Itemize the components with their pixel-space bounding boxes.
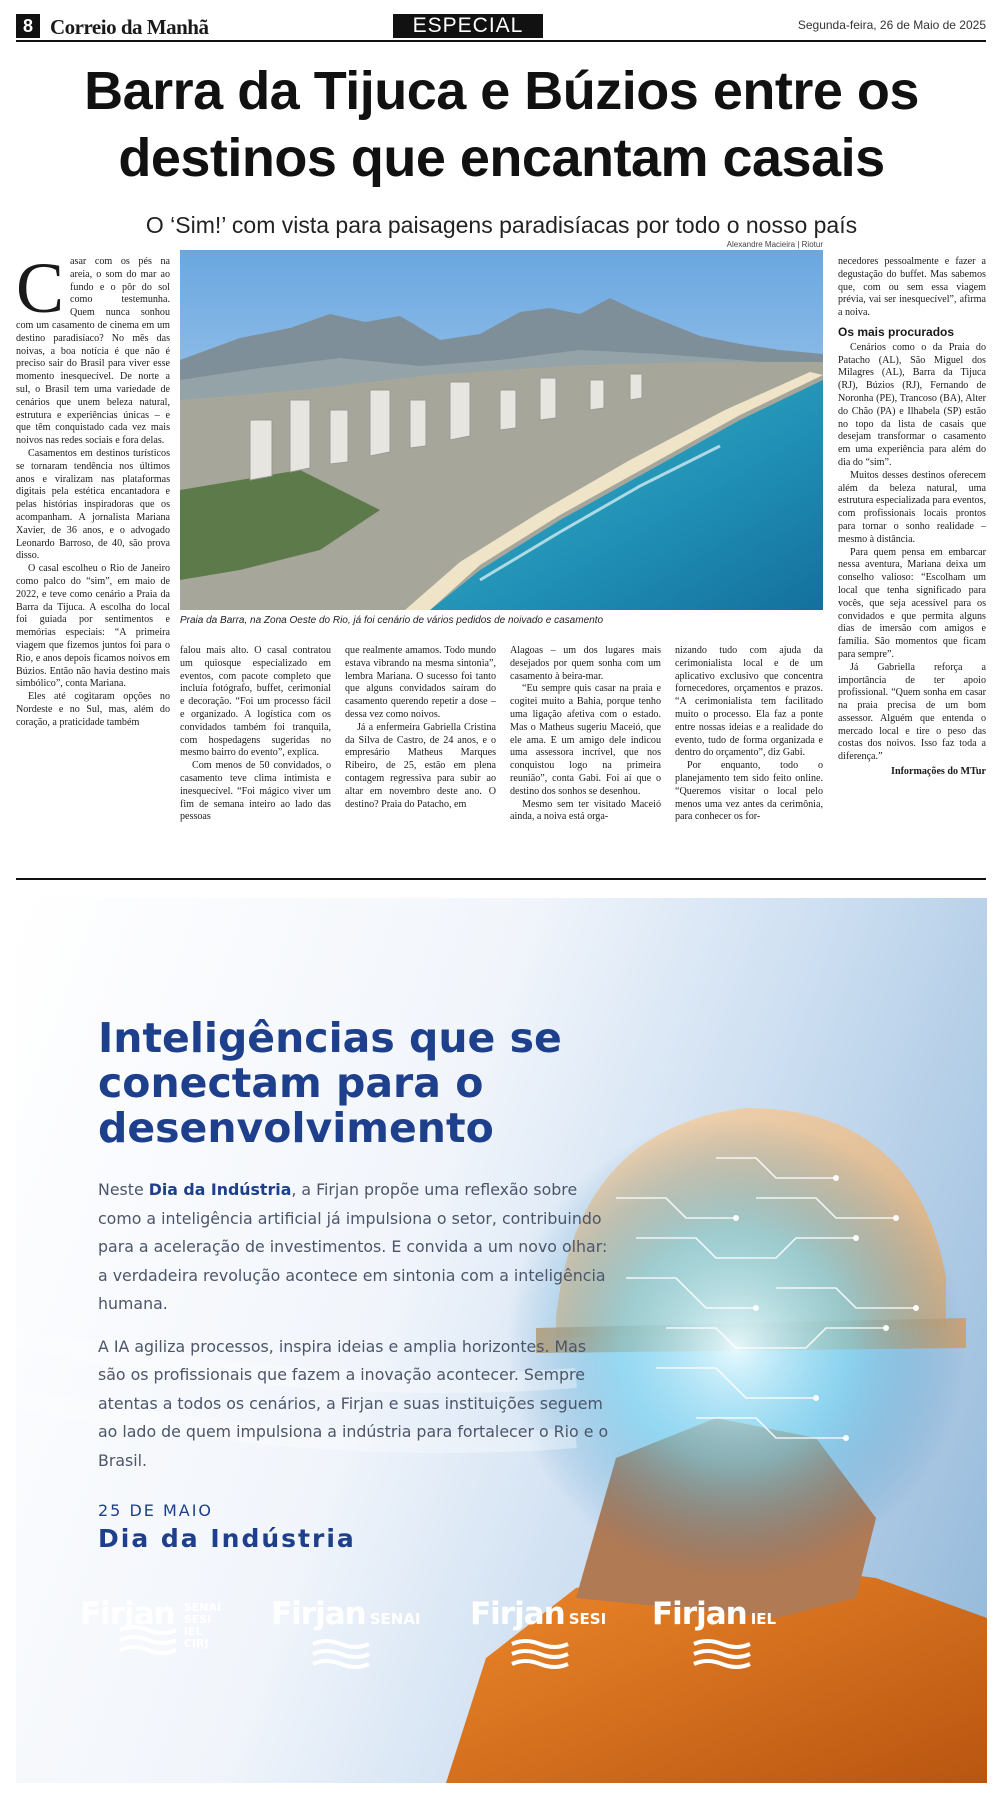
- issue-date: Segunda-feira, 26 de Maio de 2025: [797, 18, 986, 32]
- logo-label: SENAI: [369, 1610, 421, 1628]
- firjan-senai-logo: [271, 1596, 421, 1672]
- logo-wordmark: Firjan: [470, 1596, 565, 1632]
- logo-label: IEL: [750, 1610, 777, 1628]
- ad-text: Neste: [98, 1180, 149, 1199]
- article-column-3: [345, 645, 496, 811]
- ad-text-bold: Dia da Indústria: [148, 1180, 292, 1199]
- drop-cap: C: [16, 248, 65, 328]
- logo-wordmark: Firjan: [271, 1596, 366, 1632]
- page-header: [16, 14, 986, 42]
- waves-icon: [510, 1636, 570, 1672]
- page-number: 8: [16, 14, 40, 38]
- paragraph: [16, 248, 170, 448]
- subheading: Os mais procurados: [838, 324, 955, 339]
- headline: Barra da Tijuca e Búzios entre os destinos que encantam casais: [84, 61, 919, 188]
- ad-paragraph: [98, 1176, 618, 1319]
- article-signature: Informações do MTur: [891, 766, 986, 778]
- article-column-1: [16, 248, 170, 729]
- paragraph: falou mais alto. O casal contratou um quiosque especializado em eventos, com pacote completo que incluía fotógrafo, buffet, cerimonial e decoração. “Foi um processo fácil e organizado. A logística com os convidados também foi tranquila, com hospedagens sugeridas no mesmo bairro do evento”, explica.: [180, 645, 331, 759]
- article-column-2: [180, 645, 331, 824]
- logo-stack-item: IEL: [183, 1625, 203, 1638]
- paragraph: Para quem pensa em embarcar nessa aventura, Mariana deixa um conselho valioso: “Escolham um local que tenha significado para vocês, que seja acessível para os convidados e que permita alguns dias de imersão com amigos e família. São momentos que ficam para sempre”.: [838, 546, 986, 660]
- photo-caption: Praia da Barra, na Zona Oeste do Rio, já foi cenário de vários pedidos de noivado e casamento: [180, 615, 604, 626]
- paragraph: nizando tudo com ajuda da cerimonialista local e de um aplicativo exclusivo que concentra fornecedores, orçamentos e prazos. “A cerimonialista tem facilitado muito o processo. Ela faz a ponte entre nossas ideias e a realidade do evento, tudo de forma organizada e dentro do orçamento”, diz Gabi.: [675, 645, 823, 759]
- publication-name: Correio da Manhã: [50, 15, 209, 39]
- paragraph: Com menos de 50 convidados, o casamento teve clima intimista e inesquecível. “Foi mágico viver um fim de semana inteiro ao lado das pessoas: [180, 760, 331, 823]
- ad-title: Inteligências que se conectam para o desenvolvimento: [98, 1014, 562, 1152]
- paragraph: que realmente amamos. Todo mundo estava vibrando na mesma sintonia”, lembra Mariana. O sucesso foi tanto que alguns convidados saíram do casamento querendo repetir a dose – dessa vez como noivos.: [345, 645, 496, 720]
- logo-wordmark: Firjan: [652, 1596, 747, 1632]
- waves-icon: [311, 1636, 371, 1672]
- logo-stack-item: CIRJ: [183, 1637, 209, 1650]
- firjan-iel-logo: [652, 1596, 776, 1672]
- logo-stack-item: SENAI: [183, 1601, 222, 1614]
- waves-icon: [692, 1636, 752, 1672]
- ad-body: [98, 1176, 618, 1489]
- article-column-5: [675, 645, 823, 824]
- logo-stack-item: SESI: [183, 1613, 212, 1626]
- article-column-6: [838, 256, 986, 779]
- ad-text: , a Firjan propõe uma reflexão sobre como a inteligência artificial já impulsiona o setor, contribuindo para a aceleração de investimentos. E convida a um novo olhar: a verdadeira revolução acontece em sintonia com a inteligência humana.: [98, 1180, 608, 1313]
- beach-illustration: [180, 250, 823, 610]
- paragraph: Casamentos em destinos turísticos se tornaram tendência nos últimos anos e viralizam nas plataformas digitais pela estética encantadora e pelas histórias inspiradoras que os acompanham. A jornalista Mariana Xavier, de 36 anos, e o advogado Leonardo Barroso, de 40, são prova disso.: [16, 447, 170, 562]
- subtitle: O ‘Sim!’ com vista para paisagens paradisíacas por todo o nosso país: [145, 212, 858, 238]
- paragraph: “Eu sempre quis casar na praia e cogitei muito a Bahia, porque tenho uma ligação afetiva com o estado. Mas o Matheus sugeriu Maceió, que ele ama. E um amigo dele indicou uma assessora incrível, que nos conquistou logo na primeira reunião”, conta Gabi. Foi aí que o destino dos sonhos se desenhou.: [510, 683, 661, 797]
- paragraph: Eles até cogitaram opções no Nordeste e no Sul, mas, além do coração, a praticidade também: [16, 691, 170, 728]
- paragraph: Cenários como o da Praia do Patacho (AL), São Miguel dos Milagres (AL), Barra da Tijuca (RJ), Búzios (RJ), Fernando de Noronha (PE), Trancoso (BA), Alter do Chão (PA) e Ilhabela (SP) estão no topo da lista de casais que desejam transformar o casamento em uma experiência para além do dia do “sim”.: [838, 341, 986, 468]
- paragraph: Já Gabriella reforça a importância de ter apoio profissional. “Quem sonha em casar na praia precisa de um bom assessor. Alguém que entenda o mercado local e tire o peso das costas dos noivos. Isso faz toda a diferença.”: [838, 661, 986, 763]
- section-label: ESPECIAL: [393, 14, 543, 38]
- paragraph: Por enquanto, todo o planejamento tem sido feito online. “Queremos visitar o local pelo menos uma vez antes da cerimônia, para conhecer os for-: [675, 760, 823, 823]
- firjan-sesi-logo: [470, 1596, 606, 1672]
- logo-wordmark: Firjan: [80, 1596, 175, 1632]
- ad-event-name: Dia da Indústria: [98, 1524, 356, 1553]
- section-divider: [16, 878, 986, 880]
- ad-date: 25 DE MAIO: [98, 1501, 214, 1520]
- firjan-advertisement: [16, 898, 987, 1783]
- firjan-main-logo: [80, 1596, 221, 1658]
- beach-photo: [180, 250, 823, 610]
- ad-paragraph: A IA agiliza processos, inspira ideias e amplia horizontes. Mas são os profissionais que fazem a inovação acontecer. Sempre atentas a todos os cenários, a Firjan e suas instituições seguem ao lado de quem impulsiona a indústria para fortalecer o Rio e o Brasil.: [98, 1336, 609, 1470]
- paragraph: necedores pessoalmente e fazer a degustação do buffet. Mas sabemos que, com ou sem essa viagem prévia, vai ser inesquecível”, afirma a noiva.: [838, 256, 986, 319]
- photo-credit: Alexandre Macieira | Riotur: [726, 240, 823, 249]
- article-column-4: [510, 645, 661, 824]
- paragraph: O casal escolheu o Rio de Janeiro como palco do “sim”, em maio de 2022, e teve como cenário a Praia da Barra da Tijuca. A escolha do local foi guiada por sentimentos e memórias especiais: “A primeira viagem que fizemos juntos foi para o Rio, e anos depois ficamos noivos em Búzios. Então não havia destino mais simbólico”, conta Mariana.: [16, 563, 170, 690]
- paragraph: Mesmo sem ter visitado Maceió ainda, a noiva está orga-: [510, 798, 661, 823]
- paragraph-text: asar com os pés na areia, o som do mar ao fundo e o pôr do sol como testemunha. Quem nunca sonhou com um casamento de cinema em um destino paradisíaco? No mês das noivas, a boa notícia é que não é preciso sair do Brasil para viver esse momento inesquecível. De norte a sul, o Brasil tem uma variedade de cenários que unem beleza natural, estrutura e experiências únicas – e que têm conquistado cada vez mais noivos nas redes sociais e fora delas.: [16, 256, 170, 447]
- logo-institutions: [184, 1602, 221, 1650]
- logo-label: SESI: [568, 1610, 607, 1628]
- paragraph: Muitos desses destinos oferecem além da beleza natural, uma estrutura especializada para eventos, com profissionais locais prontos para tornar o sonho realidade – mesmo à distância.: [838, 469, 986, 545]
- paragraph: Alagoas – um dos lugares mais desejados por quem sonha com um casamento à beira-mar.: [510, 645, 661, 682]
- paragraph: Já a enfermeira Gabriella Cristina da Silva de Castro, de 24 anos, e o empresário Matheus Marques Ribeiro, de 25, estão em plena contagem regressiva para subir ao altar em novembro deste ano. O destino? Praia do Patacho, em: [345, 721, 496, 810]
